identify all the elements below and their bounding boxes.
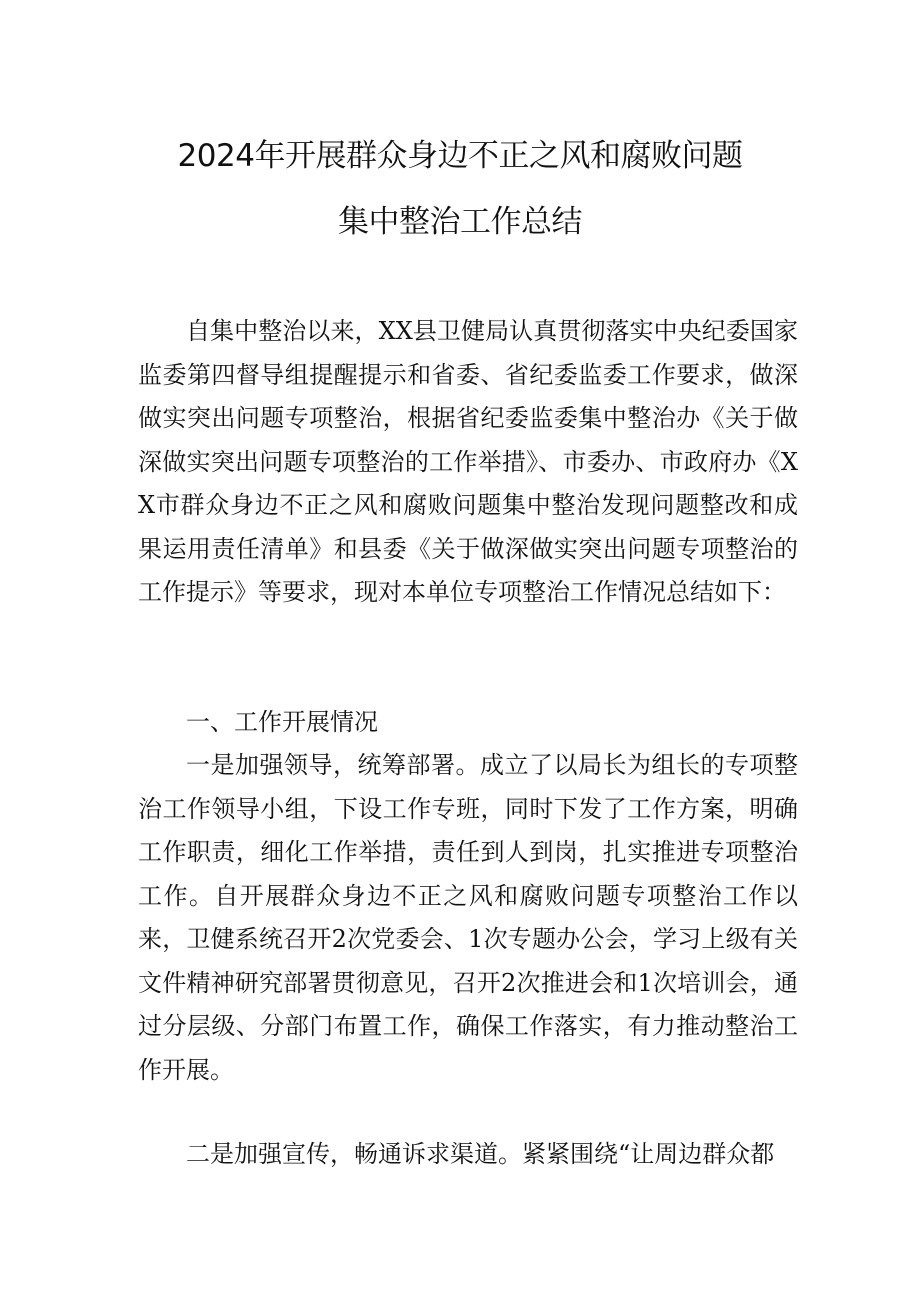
body-paragraph-1 [138, 744, 798, 1092]
paragraph-1-text: 一是加强领导，统筹部署。成立了以局长为组长的专项整治工作领导小组，下设工作专班，同时下发了工作方案，明确工作职责，细化工作举措，责任到人到岗，扎实推进专项整治工作。自开展群众身边不正之风和腐败问题专项整治工作以来，卫健系统召开2次党委会、1次专题办公会，学习上级有关文件精神研究部署贯彻意见，召开2次推进会和1次培训会，通过分层级、分部门布置工作，确保工作落实，有力推动整治工作开展。 [138, 751, 798, 1084]
section-heading [138, 701, 798, 745]
body-paragraph-2 [138, 1133, 798, 1177]
document-title-line-2: 集中整治工作总结 [338, 204, 582, 240]
intro-paragraph [138, 310, 798, 615]
section1-heading: 一、工作开展情况 [186, 708, 378, 736]
document-title-line-1: 2024年开展群众身边不正之风和腐败问题 [177, 138, 743, 174]
intro-text: 自集中整治以来，XX县卫健局认真贯彻落实中央纪委国家监委第四督导组提醒提示和省委、省纪委监委工作要求，做深做实突出问题专项整治，根据省纪委监委集中整治办《关于做深做实突出问题专项整治的工作举措》、市委办、市政府办《XX市群众身边不正之风和腐败问题集中整治发现问题整改和成果运用责任清单》和县委《关于做深做实突出问题专项整治的工作提示》等要求，现对本单位专项整治工作情况总结如下： [138, 317, 798, 606]
paragraph-2-text: 二是加强宣传，畅通诉求渠道。紧紧围绕“让周边群众都 [186, 1140, 775, 1168]
